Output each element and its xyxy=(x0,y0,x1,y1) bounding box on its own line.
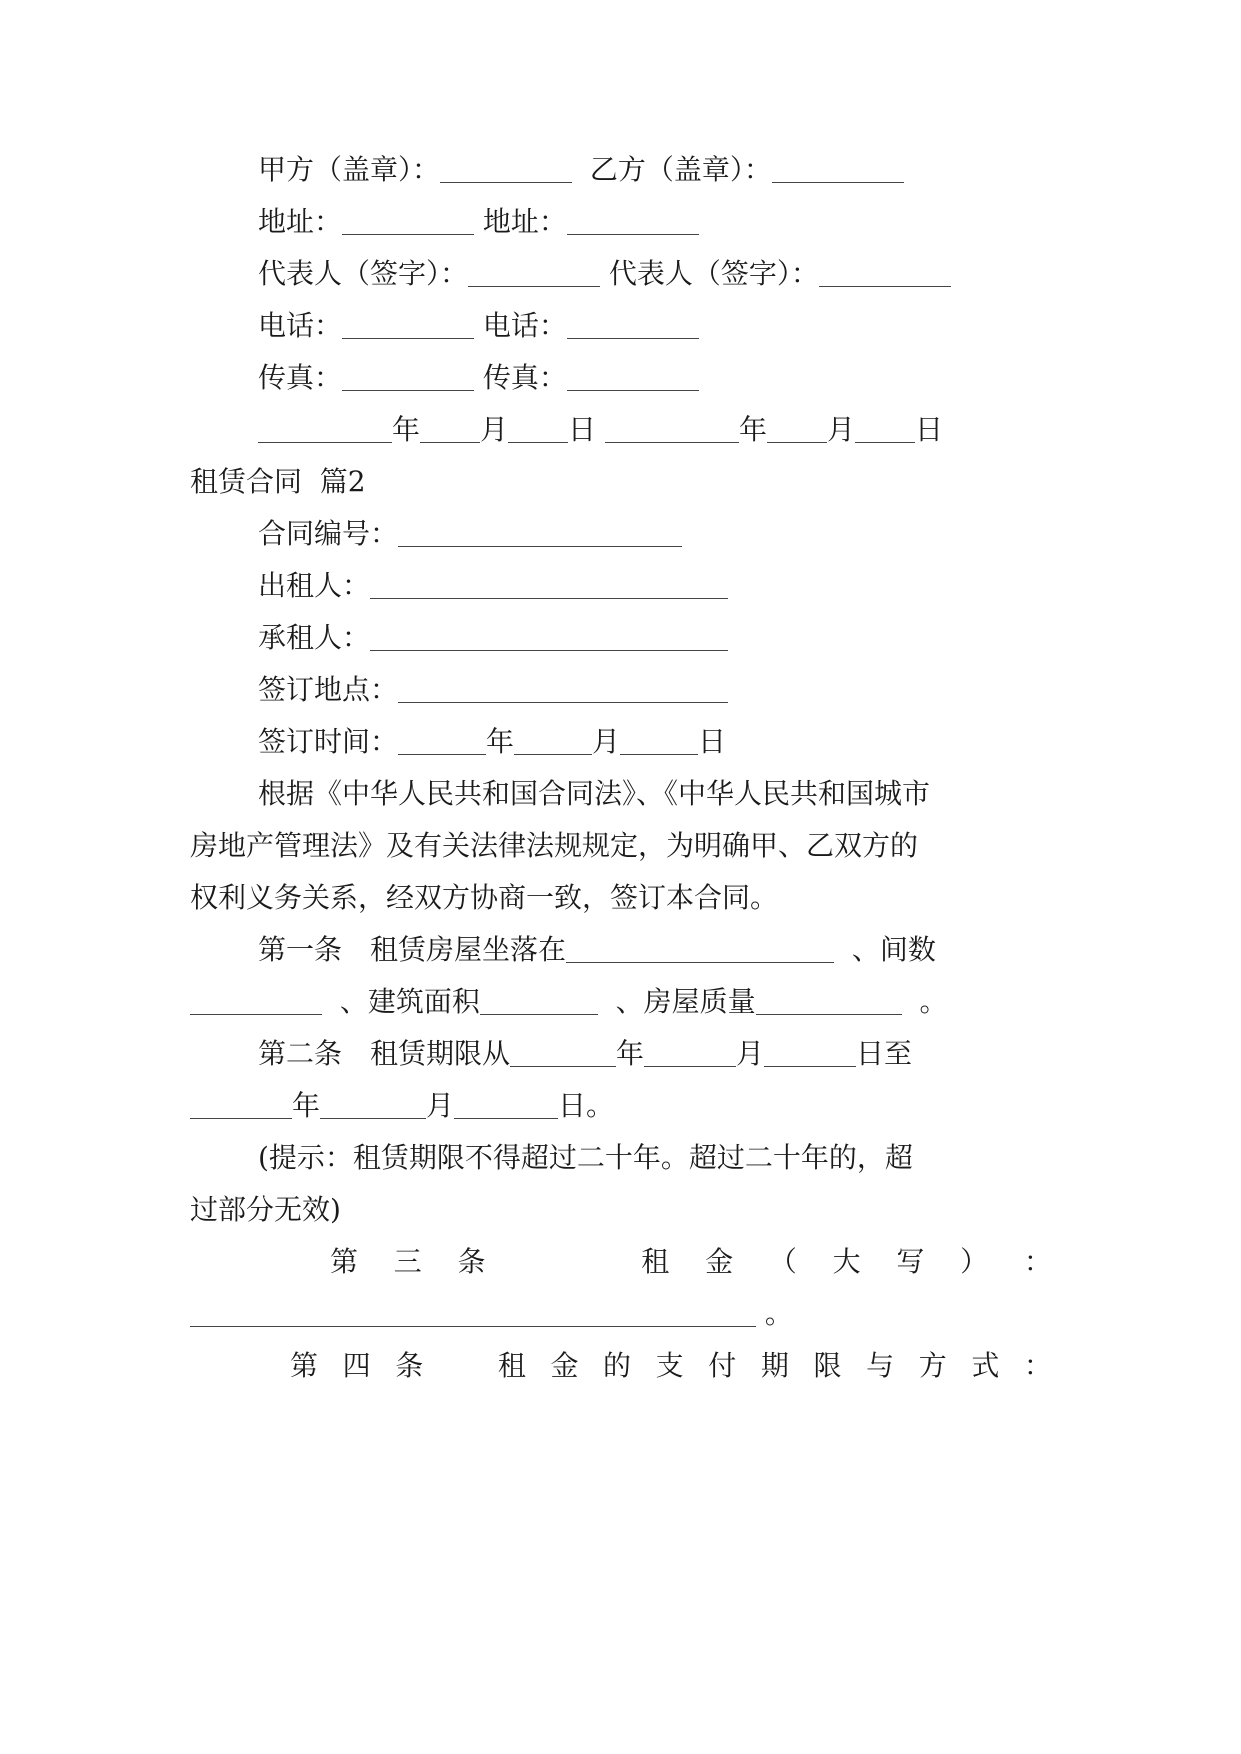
article-2-start-day-blank xyxy=(764,1040,856,1067)
article-4-char: 四 xyxy=(342,1349,371,1382)
party-b-day-label: 日 xyxy=(914,413,943,446)
lessor-label: 出租人： xyxy=(258,569,371,602)
party-a-fax-label: 传真： xyxy=(258,361,343,394)
article-3-char: 写 xyxy=(896,1245,925,1278)
lessor-row xyxy=(258,566,728,606)
party-a-seal-label: 甲方（盖章）： xyxy=(258,153,441,186)
article-3-end: 。 xyxy=(764,1297,793,1330)
intro-line-3: 权利义务关系，经双方协商一致，签订本合同。 xyxy=(190,881,779,914)
party-b-phone-blank xyxy=(567,312,699,339)
article-2-start-month-label: 月 xyxy=(736,1037,765,1070)
party-b-month-label: 月 xyxy=(826,413,855,446)
lessee-row xyxy=(258,618,728,658)
article-3-char: 条 xyxy=(457,1245,486,1278)
article-4-char: 方 xyxy=(918,1349,947,1382)
signature-seal-row xyxy=(258,150,904,190)
signing-place-row xyxy=(258,670,728,710)
party-b-day-blank xyxy=(855,416,915,443)
article-4-char: 付 xyxy=(708,1349,737,1382)
party-a-day-label: 日 xyxy=(568,413,597,446)
party-a-day-blank xyxy=(508,416,568,443)
article-3-char: 第 xyxy=(330,1245,359,1278)
party-b-address-blank xyxy=(567,208,699,235)
article-3-char: 大 xyxy=(832,1245,861,1278)
signing-year-label: 年 xyxy=(486,725,515,758)
contract-number-label: 合同编号： xyxy=(258,517,399,550)
article-3-char: 金 xyxy=(705,1245,734,1278)
article-3-char: （ xyxy=(768,1245,797,1278)
party-a-phone-blank xyxy=(342,312,474,339)
article-1-rooms-label: 、间数 xyxy=(851,933,936,966)
article-1-rooms-blank xyxy=(190,988,322,1015)
signing-month-label: 月 xyxy=(592,725,621,758)
article-3-line-2 xyxy=(190,1294,793,1334)
article-4-line-1 xyxy=(290,1346,1052,1386)
signing-month-blank xyxy=(514,728,592,755)
signature-phone-row xyxy=(258,306,699,346)
party-b-fax-label: 传真： xyxy=(482,361,567,394)
article-3-char: ） xyxy=(960,1245,989,1278)
article-4-char: 的 xyxy=(603,1349,632,1382)
article-2-end-month-blank xyxy=(320,1092,426,1119)
party-a-year-blank xyxy=(258,416,392,443)
article-1-end: 。 xyxy=(919,985,948,1018)
party-b-address-label: 地址： xyxy=(482,205,567,238)
article-2-end-day-blank xyxy=(454,1092,558,1119)
contract-number-blank xyxy=(398,520,682,547)
article-3-char: ： xyxy=(1023,1245,1052,1278)
party-a-fax-blank xyxy=(342,364,474,391)
signature-date-row xyxy=(258,410,943,450)
signing-place-blank xyxy=(398,676,728,703)
article-4-char: ： xyxy=(1023,1349,1052,1382)
article-1-area-label: 、建筑面积 xyxy=(339,985,480,1018)
article-2-end-day-label: 日。 xyxy=(558,1089,615,1122)
signing-place-label: 签订地点： xyxy=(258,673,399,706)
signing-day-label: 日 xyxy=(698,725,727,758)
article-2-end-month-label: 月 xyxy=(426,1089,455,1122)
article-2-term-label: 第二条 租赁期限从 xyxy=(258,1037,511,1070)
party-a-seal-blank xyxy=(440,156,572,183)
article-2-end-year-label: 年 xyxy=(292,1089,321,1122)
article-4-char: 第 xyxy=(290,1349,319,1382)
party-b-fax-blank xyxy=(567,364,699,391)
signature-representative-row xyxy=(258,254,951,294)
party-a-representative-blank xyxy=(468,260,600,287)
party-a-address-label: 地址： xyxy=(258,205,343,238)
party-a-phone-label: 电话： xyxy=(258,309,343,342)
party-b-year-blank xyxy=(605,416,739,443)
signature-address-row xyxy=(258,202,699,242)
article-1-location-label: 第一条 租赁房屋坐落在 xyxy=(258,933,567,966)
party-b-phone-label: 电话： xyxy=(482,309,567,342)
signing-time-row xyxy=(258,722,726,762)
article-3-line-1 xyxy=(330,1242,1052,1282)
article-4-char: 租 xyxy=(497,1349,526,1382)
signing-day-blank xyxy=(620,728,698,755)
article-3-rent-blank xyxy=(190,1300,756,1327)
party-a-month-label: 月 xyxy=(480,413,509,446)
signing-time-label: 签订时间： xyxy=(258,725,399,758)
article-1-quality-blank xyxy=(756,988,902,1015)
article-2-line-2 xyxy=(190,1086,614,1126)
article-4-char: 条 xyxy=(395,1349,424,1382)
party-a-address-blank xyxy=(342,208,474,235)
party-b-month-blank xyxy=(767,416,827,443)
article-1-line-1 xyxy=(258,930,936,970)
lessor-blank xyxy=(370,572,728,599)
intro-line-2: 房地产管理法》及有关法律法规规定，为明确甲、乙双方的 xyxy=(190,829,919,862)
party-b-representative-label: 代表人（签字）： xyxy=(608,257,819,290)
article-4-char: 期 xyxy=(760,1349,789,1382)
hint-line-2: 过部分无效) xyxy=(190,1193,341,1226)
party-a-representative-label: 代表人（签字）： xyxy=(258,257,469,290)
article-2-end-year-blank xyxy=(190,1092,292,1119)
hint-line-1: (提示：租赁期限不得超过二十年。超过二十年的，超 xyxy=(258,1141,913,1174)
signature-fax-row xyxy=(258,358,699,398)
article-1-quality-label: 、房屋质量 xyxy=(615,985,756,1018)
article-2-start-year-label: 年 xyxy=(616,1037,645,1070)
party-a-year-label: 年 xyxy=(392,413,421,446)
party-b-year-label: 年 xyxy=(738,413,767,446)
contract-number-row xyxy=(258,514,682,554)
article-3-char: 三 xyxy=(393,1245,422,1278)
article-2-start-year-blank xyxy=(510,1040,616,1067)
article-1-line-2 xyxy=(190,982,947,1022)
article-1-area-blank xyxy=(480,988,598,1015)
party-b-seal-label: 乙方（盖章）： xyxy=(589,153,772,186)
article-1-location-blank xyxy=(566,936,834,963)
article-4-char: 式 xyxy=(971,1349,1000,1382)
party-b-seal-blank xyxy=(772,156,904,183)
article-3-char: 租 xyxy=(641,1245,670,1278)
article-4-char: 金 xyxy=(550,1349,579,1382)
lessee-label: 承租人： xyxy=(258,621,371,654)
intro-line-1: 根据《中华人民共和国合同法》、《中华人民共和国城市 xyxy=(258,777,931,810)
article-2-start-month-blank xyxy=(644,1040,736,1067)
party-a-month-blank xyxy=(420,416,480,443)
article-4-char: 与 xyxy=(866,1349,895,1382)
article-4-char: 支 xyxy=(655,1349,684,1382)
signing-year-blank xyxy=(398,728,486,755)
party-b-representative-blank xyxy=(819,260,951,287)
lessee-blank xyxy=(370,624,728,651)
article-2-line-1 xyxy=(258,1034,912,1074)
article-4-char: 限 xyxy=(813,1349,842,1382)
article-2-to-label: 日至 xyxy=(856,1037,913,1070)
section-heading: 租赁合同 篇2 xyxy=(190,465,366,498)
